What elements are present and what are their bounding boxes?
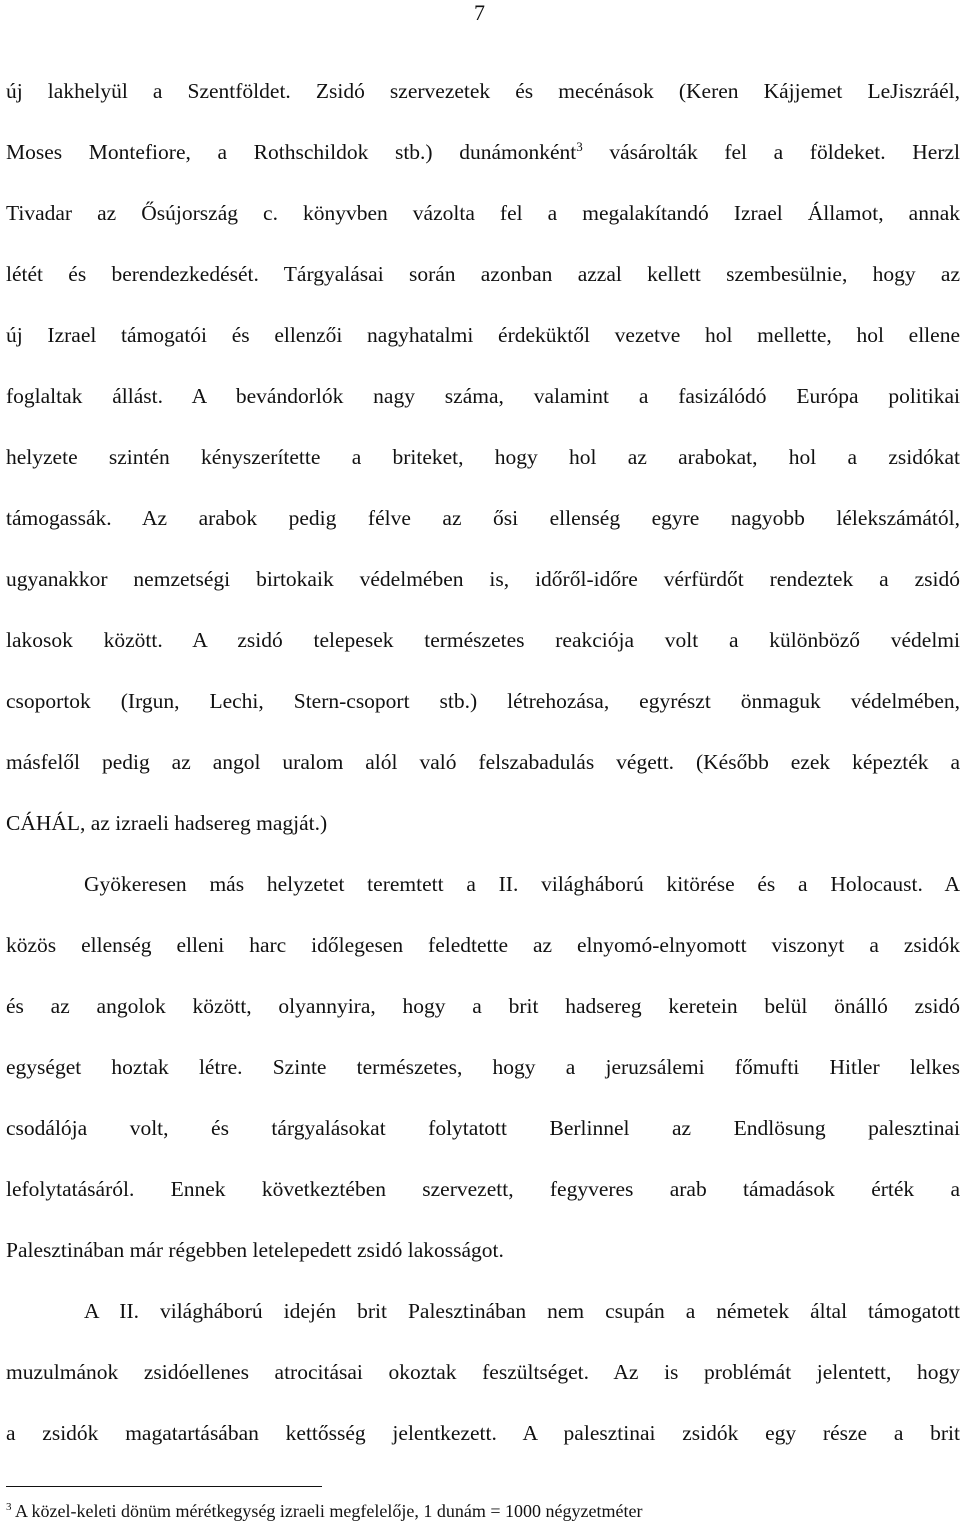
text-line: CÁHÁL, az izraeli hadsereg magját.): [6, 811, 328, 835]
text-line: új lakhelyül a Szentföldet. Zsidó szervezetek és mecénások (Keren Kájjemet LeJiszráél,: [6, 79, 960, 103]
footnote-divider: [6, 1486, 322, 1487]
text-line: létét és berendezkedését. Tárgyalásai során azonban azzal kellett szembesülnie, hogy az: [6, 262, 960, 286]
text-line: [6, 139, 960, 200]
footnote: [6, 1500, 642, 1522]
text-line: csoportok (Irgun, Lechi, Stern-csoport stb.) létrehozása, egyrészt önmaguk védelmében,: [6, 689, 960, 713]
text-line: Palesztinában már régebben letelepedett zsidó lakosságot.: [6, 1238, 504, 1262]
text-fragment: Moses Montefiore, a Rothschildok stb.) dunámonként: [6, 140, 577, 164]
text-line: foglaltak állást. A bevándorlók nagy száma, valamint a fasizálódó Európa politikai: [6, 384, 960, 408]
page-number: 7: [474, 0, 485, 25]
text-line: és az angolok között, olyannyira, hogy a brit hadsereg keretein belül önálló zsidó: [6, 994, 960, 1018]
text-line: új Izrael támogatói és ellenzői nagyhatalmi érdeküktől vezetve hol mellette, hol ellene: [6, 323, 960, 347]
footnote-marker: 3: [6, 1501, 12, 1513]
body-text: [6, 78, 960, 1481]
text-line: csodálója volt, és tárgyalásokat folytatott Berlinnel az Endlösung palesztinai: [6, 1116, 960, 1140]
text-line: támogassák. Az arabok pedig félve az ősi ellenség egyre nagyobb lélekszámától,: [6, 506, 960, 530]
text-line: a zsidók magatartásában kettősség jelentkezett. A palesztinai zsidók egy része a brit: [6, 1421, 960, 1445]
text-line: egységet hoztak létre. Szinte természetes, hogy a jeruzsálemi főmufti Hitler lelkes: [6, 1055, 960, 1079]
text-line: Tivadar az Ősújország c. könyvben vázolta fel a megalakítandó Izrael Államot, annak: [6, 201, 960, 225]
footnote-reference: 3: [576, 138, 583, 154]
text-line: másfelől pedig az angol uralom alól való felszabadulás végett. (Később ezek képezték a: [6, 750, 960, 774]
text-line: lefolytatásáról. Ennek következtében szervezett, fegyveres arab támadások érték a: [6, 1177, 960, 1201]
text-line: helyzete szintén kényszerítette a briteket, hogy hol az arabokat, hol a zsidókat: [6, 445, 960, 469]
text-fragment: vásárolták fel a földeket. Herzl: [582, 140, 960, 164]
footnote-text: A közel-keleti dönüm mérétkegység izraeli megfelelője, 1 dunám = 1000 négyzetméter: [11, 1501, 643, 1521]
text-line: A II. világháború idején brit Palesztinában nem csupán a németek által támogatott: [84, 1299, 960, 1323]
text-line: lakosok között. A zsidó telepesek természetes reakciója volt a különböző védelmi: [6, 628, 960, 652]
text-line: ugyanakkor nemzetségi birtokaik védelmében is, időről-időre vérfürdőt rendeztek a zsidó: [6, 567, 960, 591]
text-line: muzulmánok zsidóellenes atrocitásai okoztak feszültséget. Az is problémát jelentett, hogy: [6, 1360, 960, 1384]
text-line: közös ellenség elleni harc időlegesen feledtette az elnyomó-elnyomott viszonyt a zsidók: [6, 933, 960, 957]
text-line: Gyökeresen más helyzetet teremtett a II. világháború kitörése és a Holocaust. A: [84, 872, 960, 896]
